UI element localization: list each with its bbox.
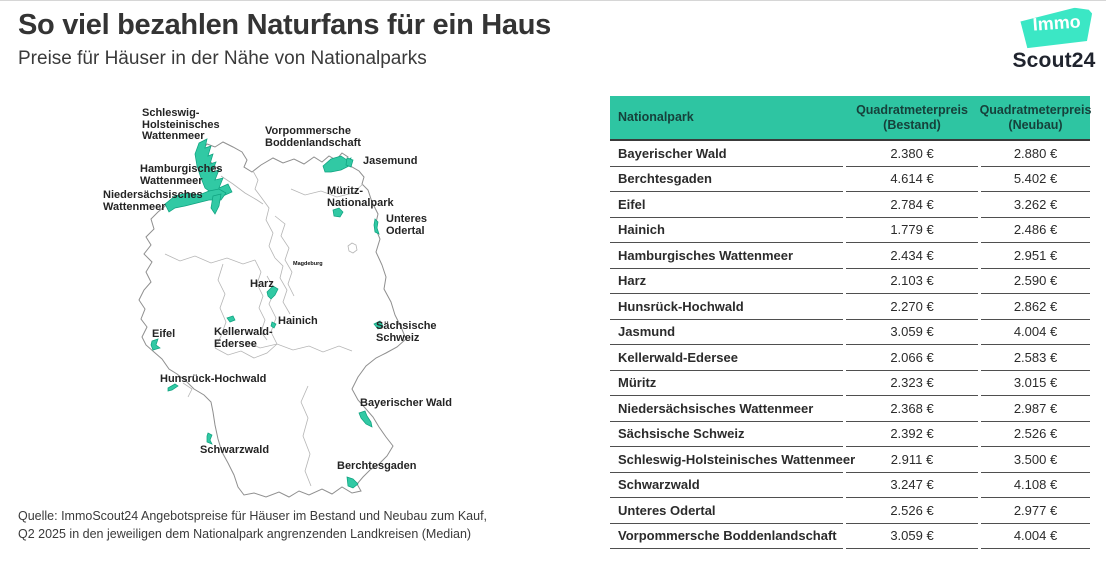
table-row (610, 320, 1090, 346)
map-label-bayerischer-wald (360, 398, 452, 410)
column-header-bestand (846, 96, 978, 139)
logo-tag-shape (1019, 6, 1095, 49)
table-row (610, 167, 1090, 193)
map-label-line: Müritz- (327, 185, 364, 197)
cell-neubau: 2.583 € (981, 345, 1090, 371)
cell-neubau: 4.004 € (981, 320, 1090, 346)
column-header-nationalpark (610, 96, 843, 139)
cell-bestand: 2.066 € (846, 345, 978, 371)
map-label-line: Berchtesgaden (337, 460, 417, 472)
cell-bestand: 4.614 € (846, 167, 978, 193)
cell-name: Jasmund (610, 320, 843, 346)
cell-name: Bayerischer Wald (610, 141, 843, 167)
cell-neubau: 3.500 € (981, 447, 1090, 473)
column-header-neubau (981, 96, 1090, 139)
cell-name: Hunsrück-Hochwald (610, 294, 843, 320)
map-label-line: Hunsrück-Hochwald (160, 373, 267, 385)
cell-name: Vorpommersche Boddenlandschaft (610, 524, 843, 550)
source-note (18, 508, 487, 543)
map-label-line: Unteres (386, 213, 427, 225)
table-row (610, 218, 1090, 244)
map-label-kellerwald-edersee (214, 327, 273, 350)
cell-neubau: 3.262 € (981, 192, 1090, 218)
cell-neubau: 2.951 € (981, 243, 1090, 269)
cell-neubau: 2.977 € (981, 498, 1090, 524)
map-label-line: Edersee (214, 337, 257, 350)
cell-neubau: 2.987 € (981, 396, 1090, 422)
cell-neubau: 2.590 € (981, 269, 1090, 295)
cell-bestand: 2.380 € (846, 141, 978, 167)
map-label-harz (250, 279, 274, 291)
germany-map (95, 96, 475, 516)
germany-map-svg (95, 96, 475, 516)
map-label-line: Wattenmeer (140, 174, 203, 187)
table-row (610, 473, 1090, 499)
table-row (610, 294, 1090, 320)
map-label-line: Vorpommersche (265, 125, 351, 137)
cell-bestand: 2.368 € (846, 396, 978, 422)
cell-neubau: 2.880 € (981, 141, 1090, 167)
map-label-line: Wattenmeer (103, 200, 166, 213)
cell-name: Schleswig-Holsteinisches Wattenmeer (610, 447, 843, 473)
map-label-niedersaechsisches-wattenmeer (103, 190, 203, 213)
map-label-hainich (278, 316, 318, 328)
map-label-vorpommersche-boddenlandschaft (265, 126, 361, 149)
source-line-2: Q2 2025 in den jeweiligen dem Nationalpark angrenzenden Landkreisen (Median) (18, 526, 472, 541)
column-header-text: Quadratmeterpreis (856, 102, 968, 117)
table-row (610, 243, 1090, 269)
table-row (610, 269, 1090, 295)
cell-bestand: 3.247 € (846, 473, 978, 499)
cell-name: Niedersächsisches Wattenmeer (610, 396, 843, 422)
map-label-line: Wattenmeer (142, 130, 205, 142)
map-label-line: Boddenlandschaft (265, 136, 361, 149)
cell-bestand: 2.323 € (846, 371, 978, 397)
cell-bestand: 2.270 € (846, 294, 978, 320)
source-line-1: Quelle: ImmoScout24 Angebotspreise für Häuser im Bestand und Neubau zum Kauf, (18, 509, 488, 523)
park-unteres-odertal (374, 219, 379, 234)
column-header-text: (Neubau) (1008, 117, 1063, 132)
cell-bestand: 3.059 € (846, 320, 978, 346)
table-row (610, 498, 1090, 524)
map-label-line: Eifel (152, 328, 176, 340)
cell-bestand: 2.911 € (846, 447, 978, 473)
cell-bestand: 2.434 € (846, 243, 978, 269)
table-row (610, 447, 1090, 473)
park-jasmund (346, 158, 353, 167)
cell-name: Sächsische Schweiz (610, 422, 843, 448)
map-label-line: Schweiz (376, 331, 420, 344)
logo-immo-text: Immo (1031, 11, 1082, 35)
map-label-line: Bayerischer Wald (360, 397, 452, 409)
cell-neubau: 4.004 € (981, 524, 1090, 550)
map-label-line: Sächsische (376, 320, 437, 332)
table-row (610, 371, 1090, 397)
page-title: So viel bezahlen Naturfans für ein Haus (18, 9, 551, 41)
map-label-line: Jasemund (363, 155, 418, 167)
cell-name: Kellerwald-Edersee (610, 345, 843, 371)
map-label-line: Nationalpark (327, 196, 394, 209)
cell-neubau: 2.486 € (981, 218, 1090, 244)
cell-neubau: 2.526 € (981, 422, 1090, 448)
table-row (610, 524, 1090, 550)
map-label-magdeburg-city (293, 261, 323, 267)
cell-bestand: 2.392 € (846, 422, 978, 448)
map-label-line: Harz (250, 278, 274, 290)
map-label-schleswig-holsteinisches-wattenmeer (142, 108, 220, 143)
map-label-line: Schwarzwald (200, 444, 270, 456)
table-row (610, 396, 1090, 422)
table-row (610, 192, 1090, 218)
column-header-text: Quadratmeterpreis (979, 102, 1092, 117)
table-row (610, 141, 1090, 167)
map-label-line: Holsteinisches (142, 118, 220, 131)
cell-name: Harz (610, 269, 843, 295)
cell-bestand: 2.103 € (846, 269, 978, 295)
cell-name: Berchtesgaden (610, 167, 843, 193)
column-header-text: Nationalpark (618, 110, 694, 124)
cell-name: Schwarzwald (610, 473, 843, 499)
map-label-unteres-odertal (386, 214, 427, 237)
table-header (610, 96, 1090, 141)
cell-neubau: 2.862 € (981, 294, 1090, 320)
map-label-line: Kellerwald- (214, 326, 273, 338)
map-label-schwarzwald (200, 445, 269, 457)
map-label-line: Niedersächsisches (103, 189, 203, 201)
map-label-mueritz-nationalpark (327, 186, 394, 209)
cell-neubau: 5.402 € (981, 167, 1090, 193)
map-label-line: Magdeburg (293, 261, 323, 267)
map-label-berchtesgaden (337, 461, 416, 473)
cell-bestand: 3.059 € (846, 524, 978, 550)
column-header-text: (Bestand) (883, 117, 941, 132)
immoscout24-logo (1010, 9, 1098, 73)
logo-scout24-text: Scout24 (1012, 49, 1096, 72)
park-schwarzwald (207, 433, 212, 444)
map-label-line: Hamburgisches (140, 163, 223, 175)
cell-bestand: 1.779 € (846, 218, 978, 244)
cell-name: Müritz (610, 371, 843, 397)
map-label-saechsische-schweiz (376, 321, 437, 344)
cell-name: Hainich (610, 218, 843, 244)
map-label-line: Hainich (278, 315, 318, 327)
table-row (610, 345, 1090, 371)
cell-name: Unteres Odertal (610, 498, 843, 524)
cell-neubau: 3.015 € (981, 371, 1090, 397)
table-row (610, 422, 1090, 448)
map-label-line: Schleswig- (142, 107, 200, 119)
cell-bestand: 2.784 € (846, 192, 978, 218)
table-body (610, 141, 1090, 549)
map-label-hamburgisches-wattenmeer (140, 164, 223, 187)
page-subtitle: Preise für Häuser in der Nähe von Nationalparks (18, 48, 427, 69)
cell-name: Hamburgisches Wattenmeer (610, 243, 843, 269)
cell-bestand: 2.526 € (846, 498, 978, 524)
map-label-eifel (152, 329, 175, 341)
price-table (610, 96, 1090, 549)
map-label-hunsrueck-hochwald (160, 374, 266, 386)
map-label-line: Odertal (386, 224, 425, 237)
cell-name: Eifel (610, 192, 843, 218)
cell-neubau: 4.108 € (981, 473, 1090, 499)
map-label-jasemund (363, 156, 417, 168)
